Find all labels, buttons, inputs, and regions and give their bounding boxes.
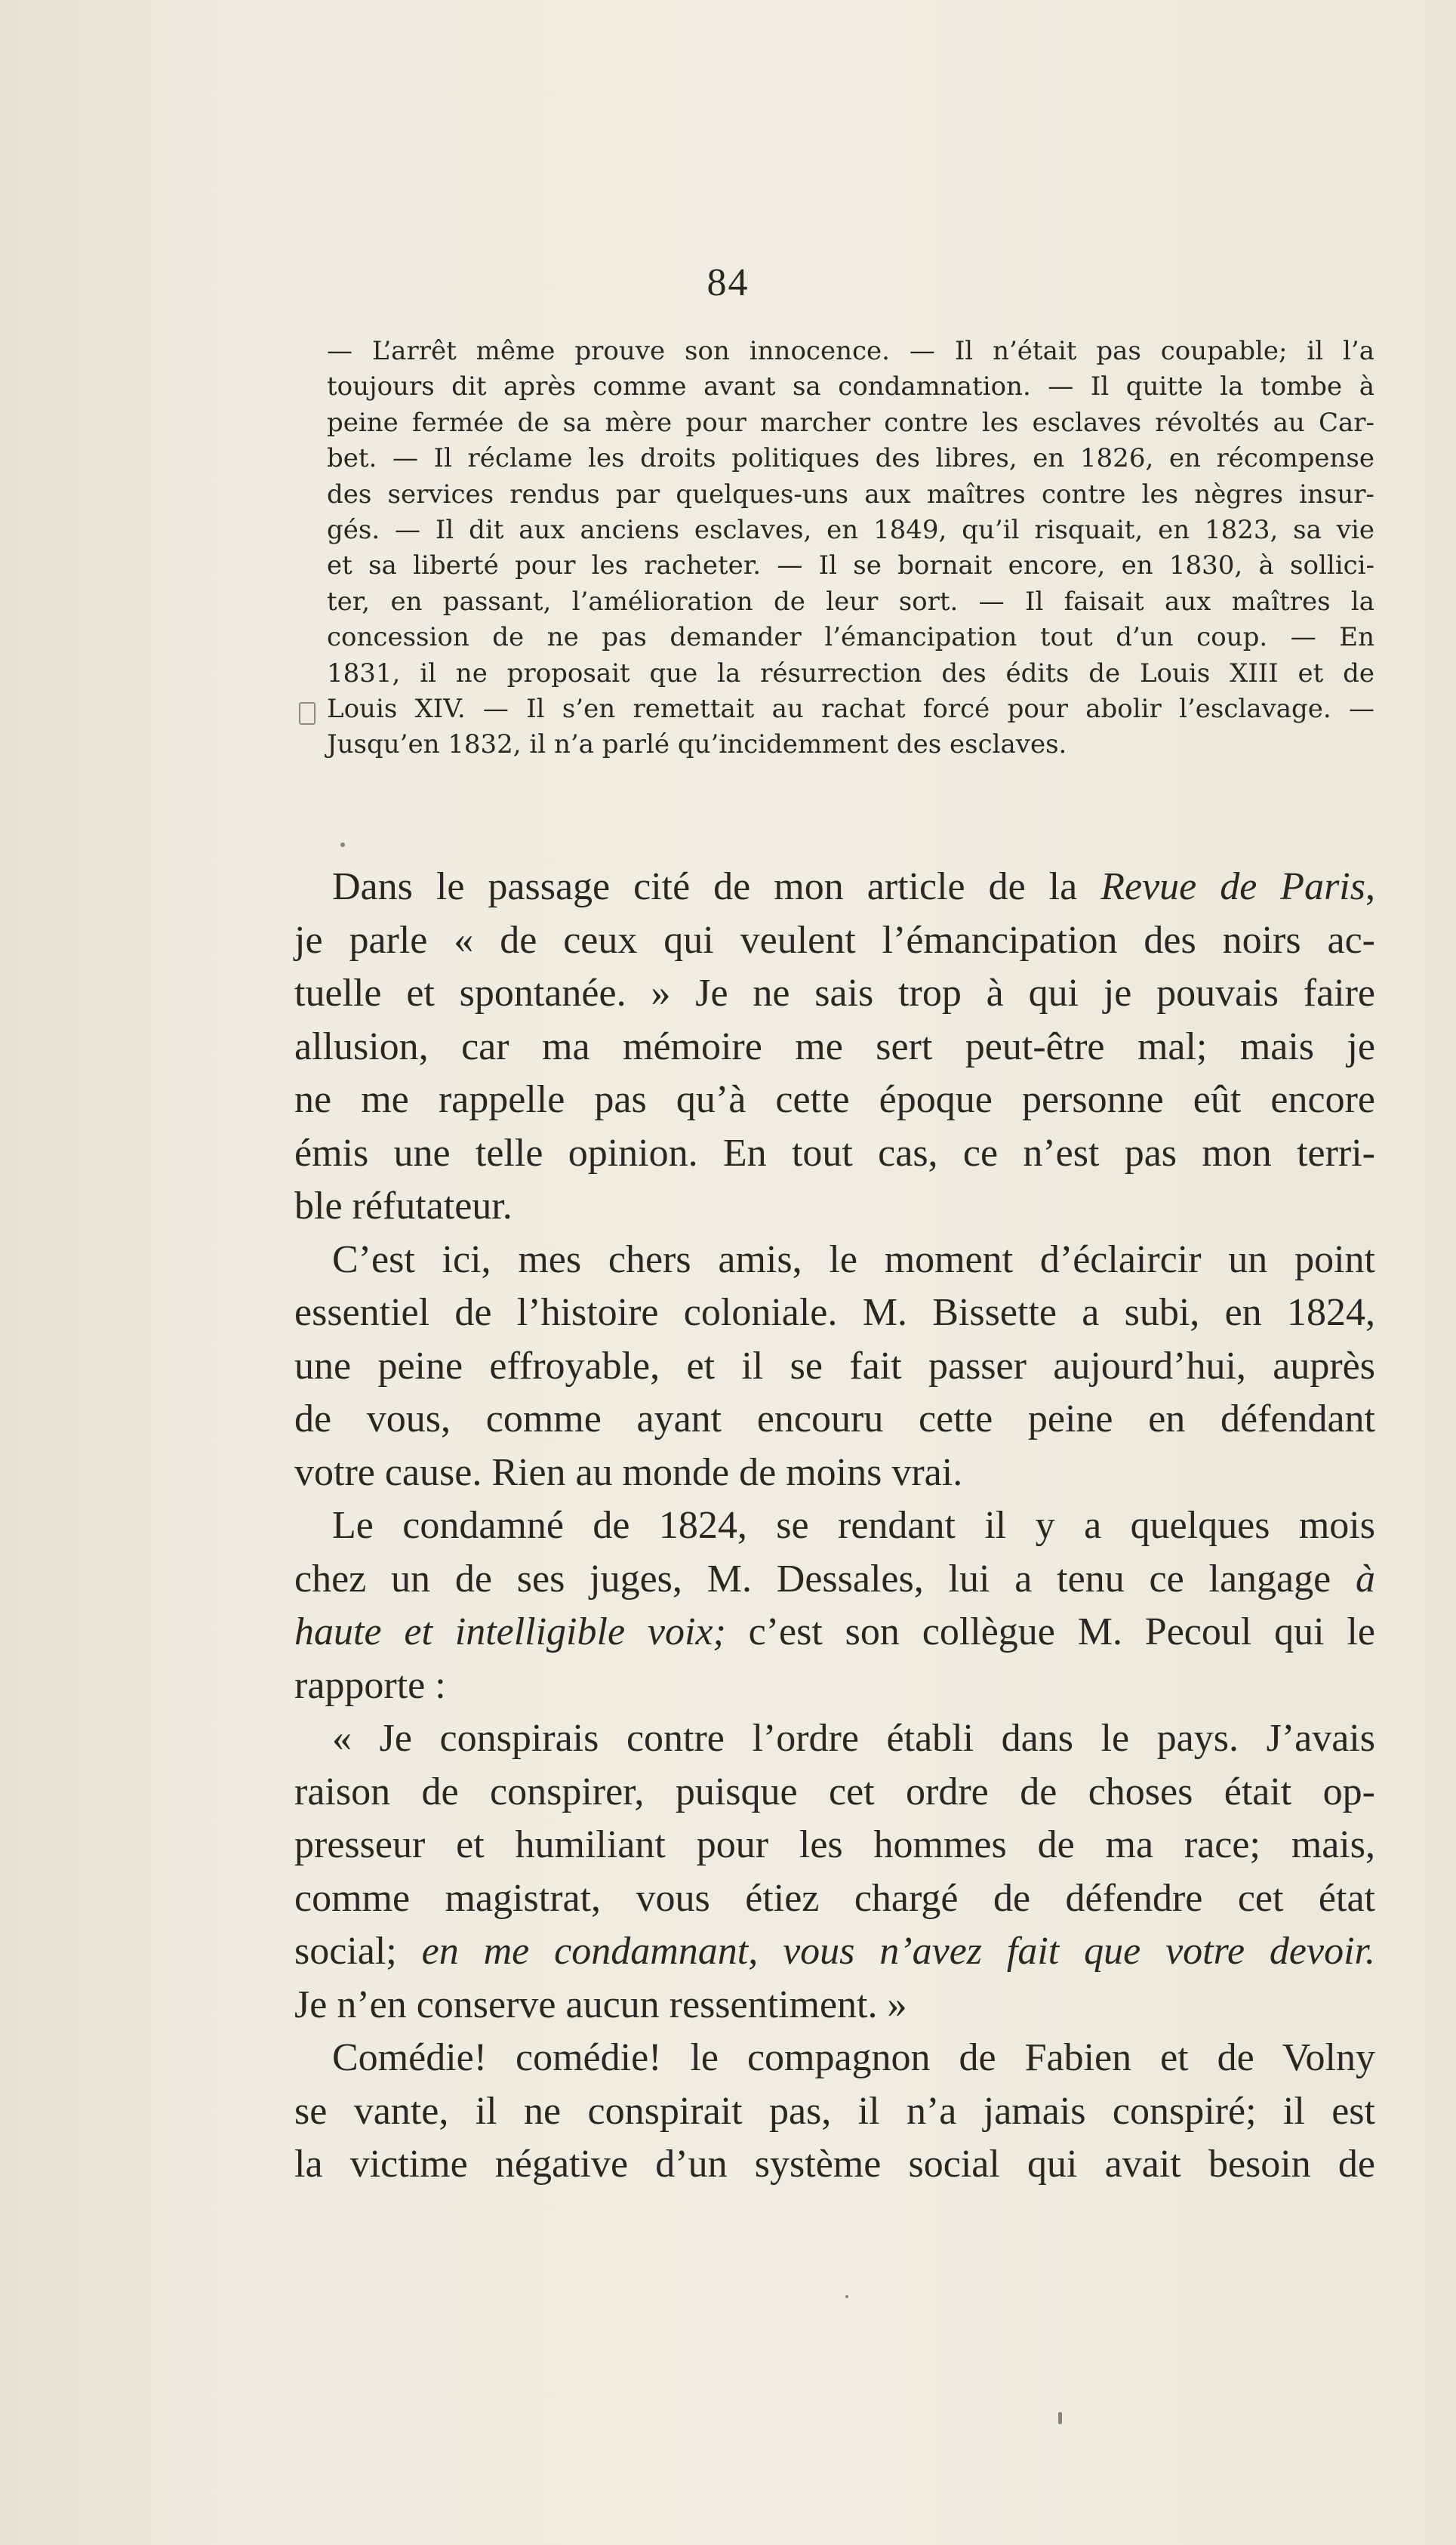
main-text-block (294, 861, 1375, 2192)
body-text: « Je conspirais contre l’ordre établi dans le pays. J’avais (332, 1717, 1375, 1760)
paper-speck (845, 2295, 848, 2298)
footnote-line: gés. — Il dit aux anciens esclaves, en 1849, qu’il risquait, en 1823, sa vie (327, 515, 1374, 546)
body-line (294, 1499, 1375, 1553)
footnote-line: des services rendus par quelques-uns aux maîtres contre les nègres insur- (327, 479, 1374, 510)
body-line (294, 1606, 1375, 1659)
body-line (294, 2032, 1375, 2085)
body-text: Je n’en conserve aucun ressentiment. » (294, 1983, 907, 2026)
body-line (294, 1021, 1375, 1074)
body-line (294, 1127, 1375, 1181)
body-line (294, 1234, 1375, 1287)
footnote-line: — L’arrêt même prouve son innocence. — Il n’était pas coupable; il l’a (327, 336, 1374, 366)
body-text: comme magistrat, vous étiez chargé de défendre cet état (294, 1876, 1375, 1920)
body-line (294, 1393, 1375, 1447)
body-text: , (1365, 865, 1375, 908)
italic-phrase: Revue de Paris (1100, 865, 1365, 908)
body-text: une peine effroyable, et il se fait passer aujourd’hui, auprès (294, 1344, 1375, 1388)
body-line (294, 861, 1375, 914)
body-text: Le condamné de 1824, se rendant il y a quelques mois (332, 1504, 1375, 1547)
body-line (294, 2085, 1375, 2139)
body-text: votre cause. Rien au monde de moins vrai. (294, 1450, 963, 1494)
body-line (294, 1712, 1375, 1766)
body-text: raison de conspirer, puisque cet ordre de choses était op- (294, 1770, 1375, 1813)
body-text: ne me rappelle pas qu’à cette époque personne eût encore (294, 1078, 1375, 1121)
body-text: Comédie! comédie! le compagnon de Fabien et de Volny (332, 2036, 1375, 2079)
footnote-line: Louis XIV. — Il s’en remettait au rachat forcé pour abolir l’esclavage. — (327, 694, 1374, 725)
margin-mark (299, 702, 316, 725)
body-text: de vous, comme ayant encouru cette peine en défendant (294, 1397, 1375, 1440)
body-line (294, 1766, 1375, 1819)
footnote-line: toujours dit après comme avant sa condamnation. — Il quitte la tombe à (327, 371, 1374, 402)
body-text: tuelle et spontanée. » Je ne sais trop à qui je pouvais faire (294, 972, 1375, 1015)
paper-speck (340, 843, 345, 847)
body-text: social; (294, 1930, 422, 1973)
footnote-block (327, 334, 1374, 763)
footnote-line: Jusqu’en 1832, il n’a parlé qu’incidemment des esclaves. (327, 729, 1067, 760)
body-line (294, 967, 1375, 1021)
body-text: presseur et humiliant pour les hommes de ma race; mais, (294, 1823, 1375, 1866)
body-line (294, 1925, 1375, 1979)
body-text: chez un de ses juges, M. Dessales, lui a tenu ce langage (294, 1557, 1356, 1601)
footnote-line: et sa liberté pour les racheter. — Il se bornait encore, en 1830, à sollici- (327, 550, 1374, 581)
body-line (294, 914, 1375, 968)
footnote-line: concession de ne pas demander l’émancipation tout d’un coup. — En (327, 622, 1374, 653)
body-line (294, 1447, 1375, 1500)
footnote-line: 1831, il ne proposait que la résurrection des édits de Louis XIII et de (327, 658, 1374, 689)
paper-speck (1058, 2412, 1062, 2424)
body-text: la victime négative d’un système social qui avait besoin de (294, 2143, 1375, 2186)
body-text: c’est son collègue M. Pecoul qui le (725, 1610, 1375, 1653)
body-text: Dans le passage cité de mon article de la (332, 865, 1101, 908)
body-line (294, 1979, 1375, 2032)
body-text: ble réfutateur. (294, 1185, 513, 1228)
italic-phrase: haute et intelligible voix; (294, 1610, 726, 1653)
body-text: allusion, car ma mémoire me sert peut-être mal; mais je (294, 1024, 1375, 1068)
body-text: rapporte : (294, 1663, 446, 1707)
body-line (294, 1819, 1375, 1872)
footnote-line: bet. — Il réclame les droits politiques des libres, en 1826, en récompense (327, 443, 1374, 474)
italic-phrase: en me condamnant, vous n’avez fait que votre devoir. (421, 1930, 1375, 1973)
body-line (294, 1872, 1375, 1926)
body-text: je parle « de ceux qui veulent l’émancipation des noirs ac- (294, 918, 1375, 962)
footnote-line: ter, en passant, l’amélioration de leur sort. — Il faisait aux maîtres la (327, 586, 1374, 617)
body-line (294, 1286, 1375, 1340)
body-text: C’est ici, mes chers amis, le moment d’éclaircir un point (332, 1237, 1375, 1281)
body-text: essentiel de l’histoire coloniale. M. Bissette a subi, en 1824, (294, 1291, 1375, 1334)
page-number: 84 (706, 261, 750, 304)
italic-phrase: à (1356, 1557, 1375, 1601)
footnote-line: peine fermée de sa mère pour marcher contre les esclaves révoltés au Car- (327, 407, 1374, 438)
body-line (294, 2138, 1375, 2192)
body-line (294, 1074, 1375, 1127)
body-line (294, 1340, 1375, 1394)
body-line (294, 1180, 1375, 1234)
body-line (294, 1553, 1375, 1607)
body-text: se vante, il ne conspirait pas, il n’a jamais conspiré; il est (294, 2089, 1375, 2133)
body-line (294, 1659, 1375, 1713)
body-text: émis une telle opinion. En tout cas, ce n’est pas mon terri- (294, 1131, 1375, 1175)
